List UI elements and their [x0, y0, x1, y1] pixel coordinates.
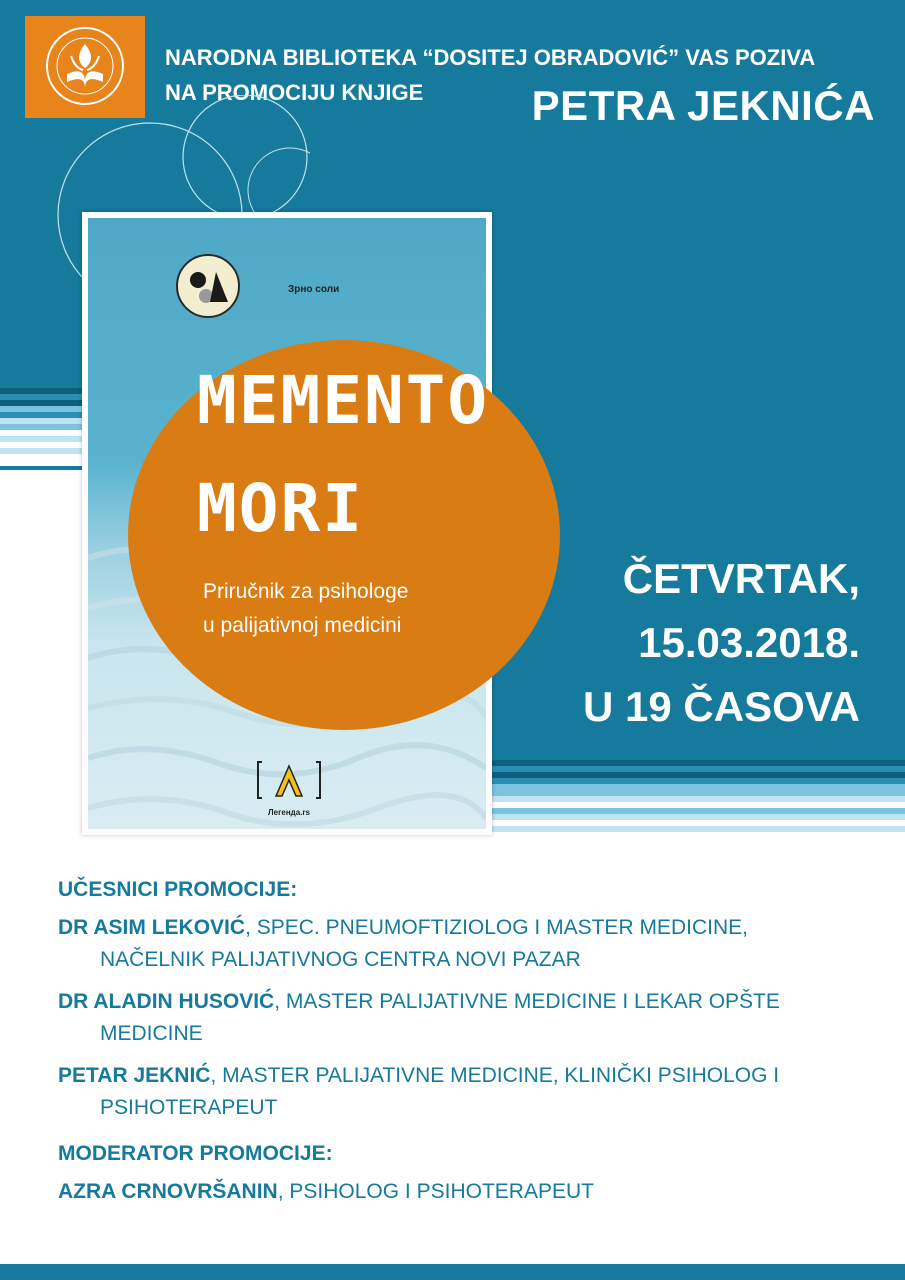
participants-section	[58, 878, 878, 1208]
participant-role-continued: PSIHOTERAPEUT	[100, 1096, 278, 1119]
series-label: Зрно соли	[288, 284, 340, 295]
moderator-role: , PSIHOLOG I PSIHOTERAPEUT	[277, 1180, 594, 1203]
participant-role-continued: MEDICINE	[100, 1022, 203, 1045]
bottom-bar	[0, 1264, 905, 1280]
moderator-name: AZRA CRNOVRŠANIN	[58, 1180, 278, 1203]
author-name: PETRA JEKNIĆA	[531, 82, 875, 129]
book-subtitle-line1: Priručnik za psihologe	[203, 580, 409, 603]
moderator-entry	[58, 1176, 878, 1208]
event-time: U 19 ČASOVA	[583, 683, 860, 730]
participant-role: , MASTER PALIJATIVNE MEDICINE I LEKAR OPŠTE	[274, 990, 780, 1013]
participant-entry	[58, 1060, 878, 1124]
header-promotion-line: NA PROMOCIJU KNJIGE	[165, 80, 424, 105]
participants-heading: UČESNICI PROMOCIJE:	[58, 878, 298, 901]
series-logo-icon	[176, 254, 240, 318]
event-day: ČETVRTAK,	[622, 555, 860, 602]
participant-name: PETAR JEKNIĆ	[58, 1064, 211, 1087]
participant-role: , MASTER PALIJATIVNE MEDICINE, KLINIČKI PSIHOLOG I	[210, 1064, 780, 1087]
participant-role-continued: NAČELNIK PALIJATIVNOG CENTRA NOVI PAZAR	[100, 948, 581, 971]
participant-entry	[58, 986, 878, 1050]
book-subtitle-line2: u palijativnoj medicini	[203, 614, 402, 637]
publisher-logo	[256, 758, 322, 816]
participant-role: , SPEC. PNEUMOFTIZIOLOG I MASTER MEDICINE,	[245, 916, 748, 939]
event-date: 15.03.2018.	[638, 619, 860, 666]
moderator-heading: MODERATOR PROMOCIJE:	[58, 1142, 333, 1165]
book-title-line1: MEMENTO	[197, 362, 490, 439]
book-title-line2: MORI	[197, 470, 364, 547]
participant-name: DR ALADIN HUSOVIĆ	[58, 990, 275, 1013]
header-invitation-line: NARODNA BIBLIOTEKA “DOSITEJ OBRADOVIĆ” VAS POZIVA	[165, 45, 816, 70]
participant-entry	[58, 912, 878, 976]
publisher-name: Легенда.rs	[268, 808, 310, 817]
right-stripes	[490, 760, 905, 830]
participant-name: DR ASIM LEKOVIĆ	[58, 916, 246, 939]
publisher-icon	[256, 758, 322, 802]
